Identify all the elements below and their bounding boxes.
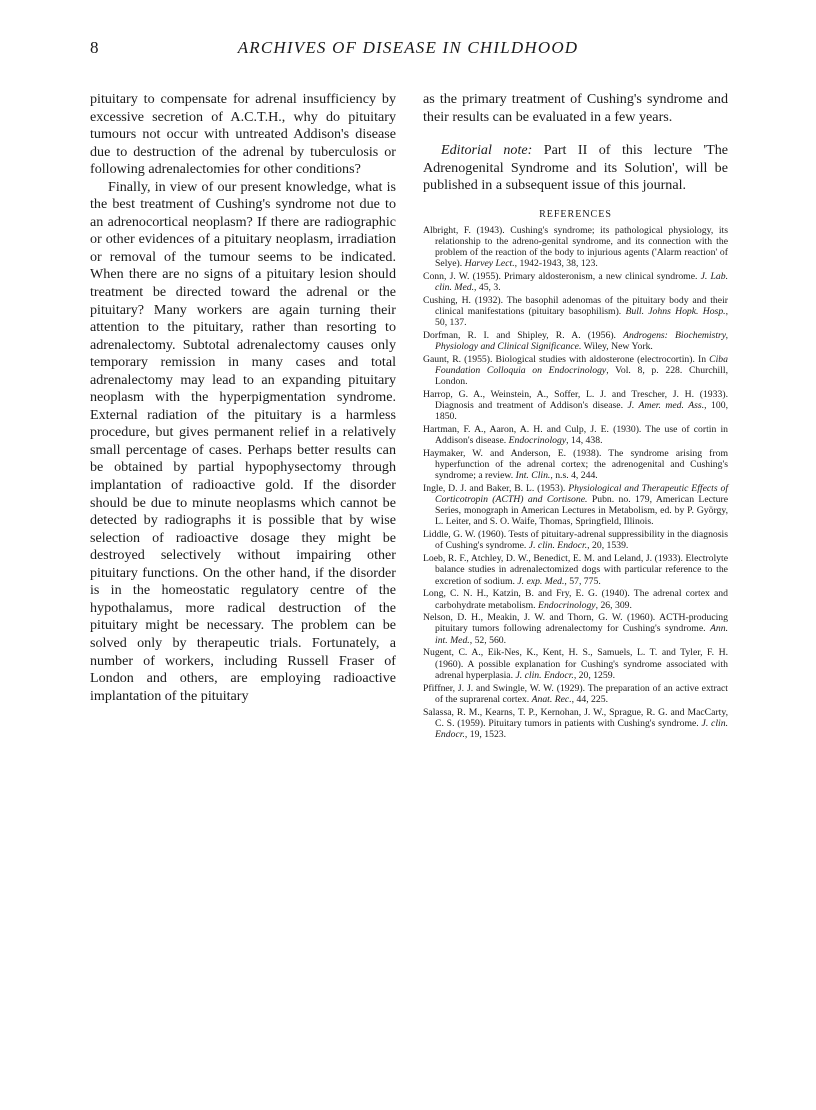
reference-entry	[423, 330, 728, 352]
reference-journal: Endocrinology	[508, 435, 567, 447]
reference-citation: , 100, 1850.	[435, 400, 728, 423]
reference-citation: Pubn. no. 179, American Lecture Series, monograph in American Lectures in Metabolism, ed. by P. György, L. Leiter, and S. O. Waife, Thomas, Springfield, Illinois.	[435, 494, 728, 528]
references-list	[423, 225, 728, 740]
reference-entry	[423, 529, 728, 551]
running-title: ARCHIVES OF DISEASE IN CHILDHOOD	[237, 38, 579, 57]
reference-text: Gaunt, R. (1955). Biological studies with aldosterone (electrocortin). In	[423, 353, 710, 365]
right-column	[423, 91, 728, 742]
reference-entry	[423, 271, 728, 293]
reference-journal: Harvey Lect.	[464, 258, 515, 270]
reference-entry	[423, 295, 728, 328]
reference-journal: J. Amer. med. Ass.	[627, 400, 705, 412]
reference-citation: Wiley, New York.	[581, 341, 653, 353]
reference-journal: J. Lab. clin. Med.	[435, 270, 728, 293]
reference-entry	[423, 448, 728, 481]
reference-entry	[423, 588, 728, 610]
reference-journal: Bull. Johns Hopk. Hosp.	[625, 305, 726, 317]
reference-citation: , 26, 309.	[595, 599, 632, 611]
body-paragraph-continuation: as the primary treatment of Cushing's syndrome and their results can be evaluated in a few years.	[423, 91, 728, 125]
reference-entry	[423, 389, 728, 422]
reference-journal: Int. Clin.	[515, 470, 551, 482]
reference-text: Dorfman, R. I. and Shipley, R. A. (1956).	[423, 329, 624, 341]
page-number: 8	[90, 38, 99, 57]
body-paragraph: Finally, in view of our present knowledge, what is the best treatment of Cushing's syndrome not due to an adrenocortical neoplasm? If there are radiographic or other evidences of a pituitary neoplasm, irradiation or removal of the tumour seems to be indicated. When there are no signs of a pituitary lesion should treatment be directed toward the adrenal or the pituitary? Many workers are again turning their attention to the pituitary, rather than resorting to adrenalectomy. Subtotal adrenalectomy causes only temporary remission in many cases and total adrenalectomy may lead to an expanding pituitary neoplasm with the hyperpigmentation syndrome. External radiation of the pituitary is a harmless procedure, but gives permanent relief in a relatively small percentage of cases. Perhaps better results can be obtained by partial hypophysectomy through implantation of radioactive gold. If the disorder should be due to minute neoplasms which cannot be detected by radiographs it is possible that by wise selection of radioactive dosage they might be destroyed selectively without impairing other pituitary functions. On the other hand, if the disorder is in the homeostatic regulatory centre of the hypothalamus, more radical destruction of the pituitary might be necessary. The problem can be solved only by therapeutic trials. Fortunately, a number of workers, including Russell Fraser of London and others, are employing radioactive implantation of the pituitary	[90, 178, 396, 704]
reference-citation: , 52, 560.	[469, 634, 507, 646]
references-heading: REFERENCES	[539, 208, 612, 220]
reference-journal: J. clin. Endocr.	[515, 669, 574, 681]
reference-citation: , 44, 225.	[571, 693, 608, 705]
page-header	[90, 38, 726, 62]
reference-entry	[423, 553, 728, 586]
reference-text: Loeb, R. F., Atchley, D. W., Benedict, E. M. and Leland, J. (1933). Electrolyte balance studies in adrenalectomized dogs with particular reference to the excretion of sodium.	[423, 553, 728, 587]
reference-journal: Endocrinology	[538, 599, 596, 611]
reference-entry	[423, 707, 728, 740]
reference-text: Long, C. N. H., Katzin, B. and Fry, E. G. (1940). The adrenal cortex and carbohydrate metabolism.	[423, 588, 728, 611]
left-column	[90, 91, 396, 705]
reference-entry	[423, 354, 728, 387]
reference-citation: , 45, 3.	[474, 282, 501, 293]
reference-citation: , 20, 1259.	[573, 669, 615, 681]
reference-text: Pfiffner, J. J. and Swingle, W. W. (1929). The preparation of an active extract of the suprarenal cortex.	[423, 682, 728, 705]
reference-text: Conn, J. W. (1955). Primary aldosteronism, a new clinical syndrome.	[423, 270, 701, 282]
reference-citation: , 20, 1539.	[587, 540, 629, 552]
reference-journal: Physiological and Therapeutic Effects of Corticotropin (ACTH) and Cortisone.	[435, 483, 729, 506]
reference-entry	[423, 424, 728, 446]
reference-text: Hartman, F. A., Aaron, A. H. and Culp, J. E. (1930). The use of cortin in Addison's disease.	[423, 424, 728, 447]
reference-journal: Androgens: Biochemistry, Physiology and Clinical Significance.	[435, 329, 728, 353]
reference-entry	[423, 683, 728, 705]
reference-citation: , 57, 775.	[564, 575, 601, 587]
reference-entry	[423, 225, 728, 269]
reference-journal: Anat. Rec.	[531, 693, 572, 705]
editorial-note-text: Part II of this lecture 'The Adrenogenital Syndrome and its Solution', will be published in a subsequent issue of this journal.	[423, 142, 728, 194]
reference-journal: Ciba Foundation Colloquia on Endocrinology	[435, 353, 728, 377]
reference-text: Salassa, R. M., Kearns, T. P., Kernohan, J. W., Sprague, R. G. and MacCarty, C. S. (1959). Pituitary tumors in patients with Cushing's syndrome.	[423, 706, 728, 729]
reference-text: Ingle, D. J. and Baker, B. L. (1953).	[423, 483, 569, 495]
reference-text: Nugent, C. A., Eik-Nes, K., Kent, H. S., Samuels, L. T. and Tyler, F. H. (1960). A possible explanation for Cushing's syndrome associated with adrenal hyperplasia.	[423, 647, 728, 681]
reference-journal: Ann. int. Med.	[435, 623, 728, 646]
reference-journal: J. exp. Med.	[517, 575, 565, 587]
reference-journal: J. clin. Endocr.	[435, 717, 728, 740]
reference-citation: , 50, 137.	[435, 305, 729, 329]
reference-text: Haymaker, W. and Anderson, E. (1938). The syndrome arising from hyperfunction of the adrenal cortex; the adrenogenital and Cushing's syndrome; a review.	[423, 448, 728, 482]
reference-text: Harrop, G. A., Weinstein, A., Soffer, L. J. and Trescher, J. H. (1933). Diagnosis and treatment of Addison's disease.	[423, 389, 728, 412]
reference-entry	[423, 647, 728, 680]
reference-text: Cushing, H. (1932). The basophil adenomas of the pituitary body and their clinical manifestations (pituitary basophilism).	[423, 294, 728, 317]
editorial-note-label: Editorial note:	[441, 142, 533, 159]
body-paragraph: pituitary to compensate for adrenal insufficiency by excessive secretion of A.C.T.H., why do pituitary tumours not occur with untreated Addison's disease due to destruction of the adrenal by tuberculosis or following adrenalectomies for other conditions?	[90, 91, 396, 178]
reference-citation: , 14, 438.	[566, 435, 603, 447]
reference-entry	[423, 483, 728, 527]
reference-citation: , Vol. 8, p. 228. Churchill, London.	[435, 365, 728, 388]
reference-text: Liddle, G. W. (1960). Tests of pituitary-adrenal suppressibility in the diagnosis of Cushing's syndrome.	[423, 529, 728, 552]
reference-citation: , n.s. 4, 244.	[550, 470, 598, 482]
reference-citation: , 19, 1523.	[464, 728, 507, 740]
reference-citation: , 1942-1943, 38, 123.	[514, 258, 598, 270]
reference-text: Nelson, D. H., Meakin, J. W. and Thorn, G. W. (1960). ACTH-producing pituitary tumors following adrenalectomy for Cushing's syndrome.	[423, 612, 728, 635]
reference-text: Albright, F. (1943). Cushing's syndrome; its pathological physiology, its relationship to the adreno-genital syndrome, and its connection with the problem of the reaction of the body to injurious agents ('Alarm reaction' of Selye).	[423, 224, 728, 270]
reference-journal: J. clin. Endocr.	[528, 540, 588, 552]
editorial-note	[423, 142, 728, 195]
reference-entry	[423, 612, 728, 645]
